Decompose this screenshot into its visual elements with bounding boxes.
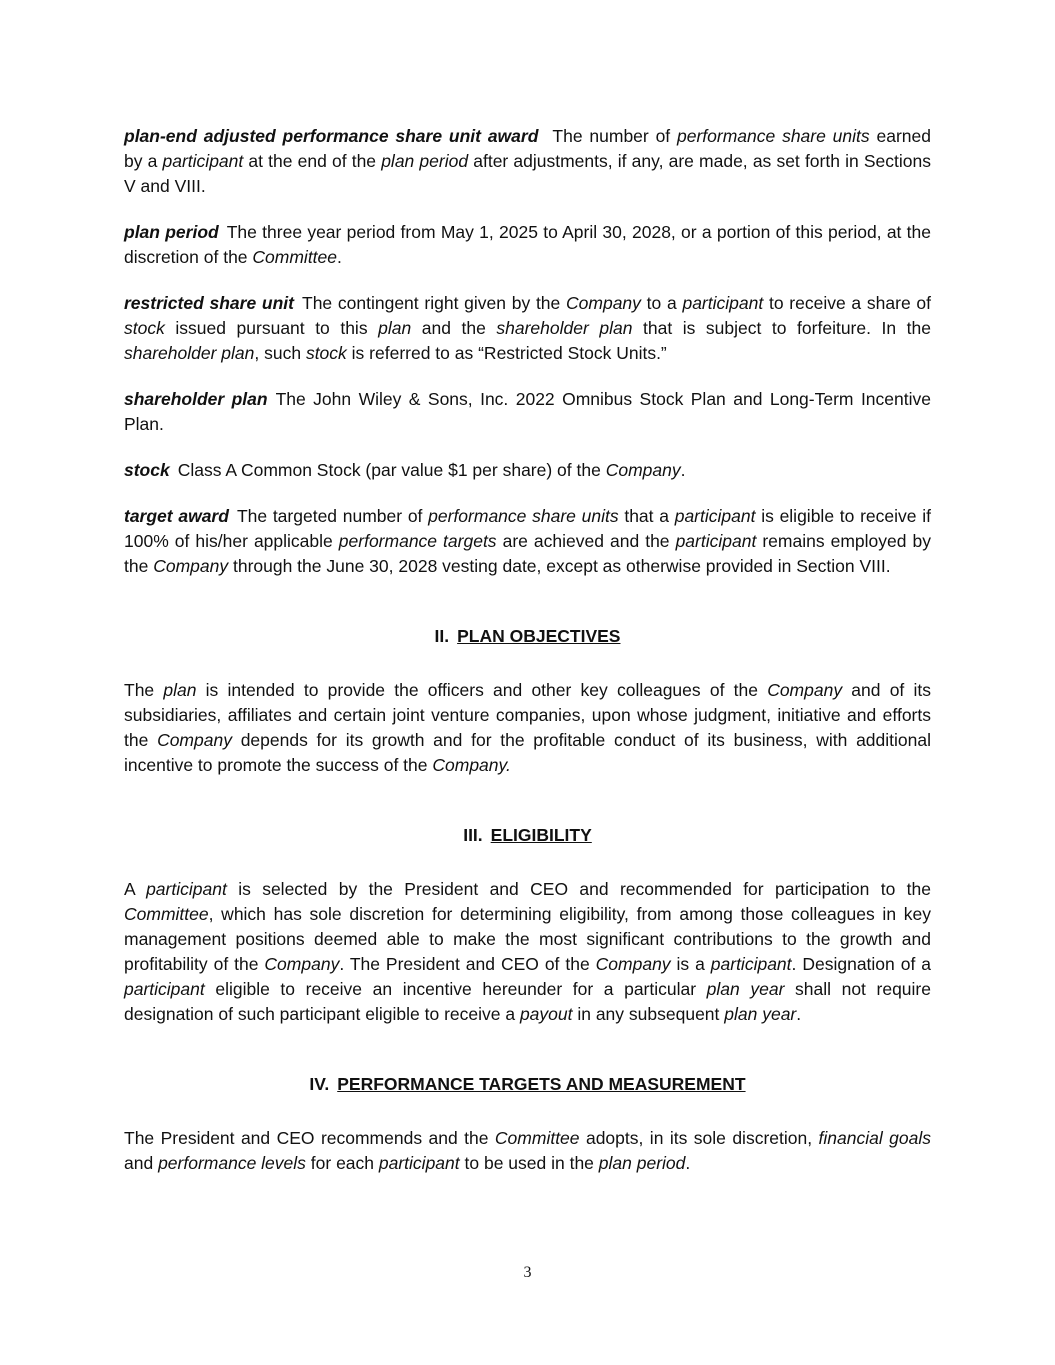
definition-term: plan period bbox=[124, 222, 219, 242]
section-title: PLAN OBJECTIVES bbox=[457, 626, 621, 646]
page-number: 3 bbox=[523, 1264, 532, 1281]
definition-stock: stock Class A Common Stock (par value $1 per share) of the Company. bbox=[124, 460, 686, 480]
paragraph-plan-objectives: The plan is intended to provide the officers and other key colleagues of the Company and of its subsidiaries, affiliates and certain joint venture companies, upon whose judgment, initiative and efforts the Company depends for its growth and for the profitable conduct of its business, with additional incentive to promote the success of the Company. bbox=[124, 680, 931, 775]
definition-term: restricted share unit bbox=[124, 293, 294, 313]
definition-term: stock bbox=[124, 460, 170, 480]
section-heading-performance-targets bbox=[124, 1072, 931, 1097]
section-title: PERFORMANCE TARGETS AND MEASUREMENT bbox=[337, 1074, 746, 1094]
section-number: II. bbox=[434, 626, 450, 646]
paragraph-performance-targets: The President and CEO recommends and the Committee adopts, in its sole discretion, financial goals and performance levels for each participant to be used in the plan period. bbox=[124, 1128, 932, 1173]
definition-term: shareholder plan bbox=[124, 389, 268, 409]
document-page bbox=[124, 124, 931, 1197]
definition-target-award: target award The targeted number of performance share units that a participant is eligible to receive if 100% of his/her applicable performance targets are achieved and the participant remains employed by the Company through the June 30, 2028 vesting date, except as otherwise provided in Section VIII. bbox=[124, 506, 931, 576]
section-number: III. bbox=[463, 825, 483, 845]
section-heading-eligibility bbox=[124, 823, 931, 848]
section-number: IV. bbox=[309, 1074, 330, 1094]
section-title: ELIGIBILITY bbox=[490, 825, 592, 845]
definition-plan-period: plan period The three year period from May 1, 2025 to April 30, 2028, or a portion of this period, at the discretion of the Committee. bbox=[124, 222, 932, 267]
definition-plan-end-adjusted-psu-award: plan-end adjusted performance share unit award The number of performance share units earned by a participant at the end of the plan period after adjustments, if any, are made, as set forth in Sections V and VIII. bbox=[124, 126, 931, 196]
definition-restricted-share-unit: restricted share unit The contingent right given by the Company to a participant to receive a share of stock issued pursuant to this plan and the shareholder plan that is subject to forfeiture. In the shareholder plan, such stock is referred to as “Restricted Stock Units.” bbox=[124, 293, 932, 363]
paragraph-eligibility: A participant is selected by the President and CEO and recommended for participation to the Committee, which has sole discretion for determining eligibility, from among those colleagues in key management positions deemed able to make the most significant contributions to the growth and profitability of the Company. The President and CEO of the Company is a participant. Designation of a participant eligible to receive an incentive hereunder for a particular plan year shall not require designation of such participant eligible to receive a payout in any subsequent plan year. bbox=[124, 879, 931, 1024]
definition-term: plan-end adjusted performance share unit award bbox=[124, 126, 539, 146]
definition-shareholder-plan: shareholder plan The John Wiley & Sons, Inc. 2022 Omnibus Stock Plan and Long-Term Incentive Plan. bbox=[124, 389, 931, 434]
definition-term: target award bbox=[124, 506, 229, 526]
section-heading-plan-objectives bbox=[124, 624, 931, 649]
